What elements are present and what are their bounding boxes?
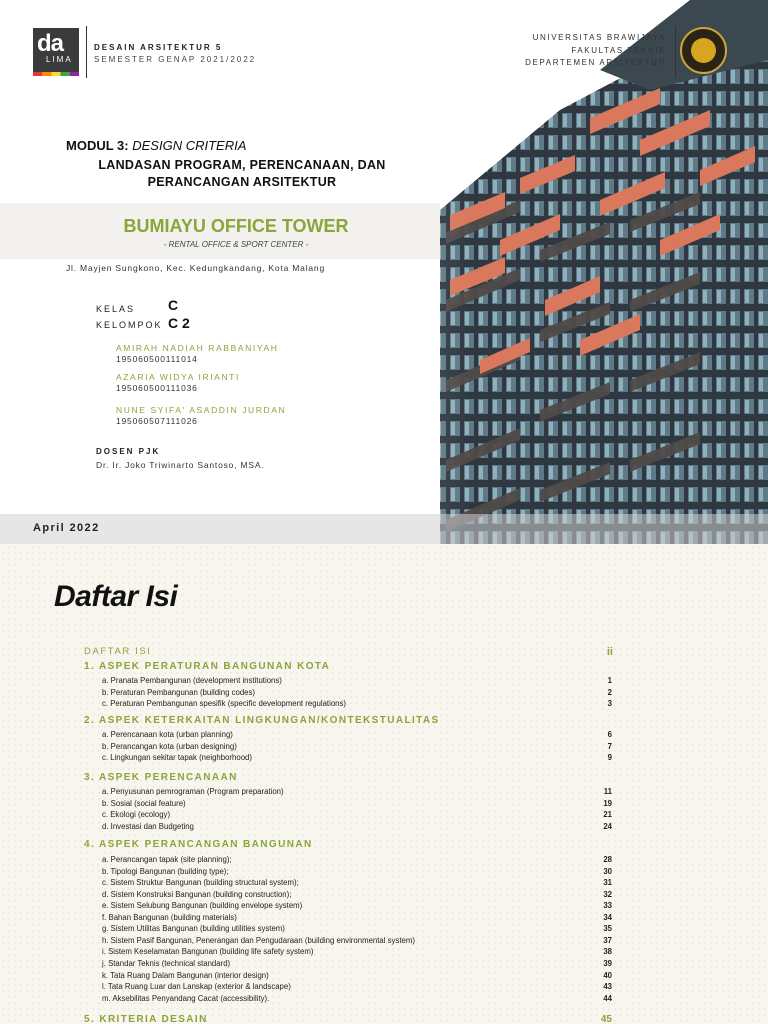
toc-item-page: 37 [603, 935, 612, 945]
member-nim: 195060500111036 [116, 383, 198, 393]
toc-item: c. Sistem Struktur Bangunan (building structural system); [102, 878, 299, 888]
toc-item: c. Lingkungan sekitar tapak (neighborhood) [102, 753, 252, 763]
dalima-logo [33, 28, 79, 76]
publication-date: April 2022 [33, 522, 100, 534]
toc-item: m. Aksebilitas Penyandang Cacat (accessibility). [102, 993, 270, 1003]
kelompok-label: KELOMPOK [96, 320, 163, 330]
module-name: DESIGN CRITERIA [132, 138, 247, 153]
project-title: BUMIAYU OFFICE TOWER [123, 216, 349, 236]
department-name: DEPARTEMEN ARSITEKTUR [525, 58, 666, 67]
logo-color-stripe [33, 72, 79, 76]
logo-text-lima: LIMA [46, 55, 73, 64]
toc-item: b. Sosial (social feature) [102, 798, 186, 808]
toc-item-page: 9 [607, 753, 612, 763]
faculty-name: FAKULTAS TEKNIK [571, 45, 666, 55]
toc-item: l. Tata Ruang Luar dan Lanskap (exterior & landscape) [102, 982, 291, 992]
toc-heading: DAFTAR ISI [84, 646, 152, 657]
toc-item: a. Penyusunan pemrograman (Program preparation) [102, 787, 284, 796]
toc-item-page: 35 [603, 924, 612, 934]
date-band [0, 514, 768, 544]
course-title: DESAIN ARSITEKTUR 5 [94, 43, 223, 52]
toc-item: g. Sistem Utilitas Bangunan (building utilities system) [102, 924, 285, 934]
module-subtitle: LANDASAN PROGRAM, PERENCANAAN, DAN PERANCANGAN ARSITEKTUR [98, 158, 386, 189]
toc-item: d. Investasi dan Budgeting [102, 821, 194, 831]
toc-item-page: 39 [603, 958, 612, 968]
course-semester: SEMESTER GENAP 2021/2022 [94, 55, 257, 64]
toc-item: a. Perencanaan kota (urban planning) [102, 730, 233, 739]
toc-item: h. Sistem Pasif Bangunan, Penerangan dan Pengudaraan (building environmental system) [102, 935, 415, 945]
toc-item: j. Standar Teknis (technical standard) [102, 958, 231, 968]
toc-item-page: 30 [603, 866, 612, 876]
member-name: AZARIA WIDYA IRIANTI [116, 372, 240, 382]
toc-section-page: 45 [600, 1014, 612, 1024]
toc-item: b. Peraturan Pembangunan (building codes) [102, 687, 256, 697]
toc-title: Daftar Isi [54, 580, 178, 613]
toc-item: a. Perancangan tapak (site planning); [102, 855, 232, 864]
institution-block [525, 32, 666, 70]
toc-item-page: 40 [603, 970, 612, 980]
toc-item: d. Sistem Konstruksi Bangunan (building construction); [102, 889, 292, 899]
toc-item: f. Bahan Bangunan (building materials) [102, 912, 237, 922]
toc-section-title: 5. KRITERIA DESAIN [84, 1014, 208, 1024]
toc-item-page: 2 [607, 687, 612, 697]
toc-item-page: 11 [603, 787, 612, 796]
project-subtitle: - RENTAL OFFICE & SPORT CENTER - [163, 240, 309, 249]
toc-item-page: 3 [607, 699, 612, 709]
university-name: UNIVERSITAS BRAWIJAYA [532, 33, 666, 42]
toc-item: c. Peraturan Pembangunan spesifik (specific development regulations) [102, 699, 347, 709]
toc-heading-page: ii [606, 646, 613, 658]
project-address: Jl. Mayjen Sungkono, Kec. Kedungkandang, Kota Malang [66, 263, 325, 273]
university-seal-icon [680, 27, 727, 74]
toc-item: b. Tipologi Bangunan (building type); [102, 866, 229, 876]
member-name: AMIRAH NADIAH RABBANIYAH [116, 343, 279, 353]
toc-item-page: 28 [603, 855, 612, 864]
toc-item-page: 21 [603, 810, 612, 820]
toc-item-page: 19 [603, 798, 612, 808]
toc-item: a. Pranata Pembangunan (development institutions) [102, 676, 282, 685]
toc-item-page: 31 [603, 878, 612, 888]
member-nim: 195060500111014 [116, 354, 198, 364]
header-divider-left [86, 26, 87, 78]
kelas-label: KELAS [96, 304, 136, 314]
module-label: MODUL 3: [66, 138, 129, 153]
dosen-name: Dr. Ir. Joko Triwinarto Santoso, MSA. [96, 460, 265, 470]
toc-item: c. Ekologi (ecology) [102, 810, 171, 820]
toc-item-page: 38 [603, 947, 612, 957]
toc-item-page: 7 [607, 741, 612, 751]
toc-item-page: 43 [603, 982, 612, 992]
toc-item-page: 24 [603, 821, 612, 831]
toc-item: b. Perancangan kota (urban designing) [102, 741, 237, 751]
toc-item-page: 1 [607, 676, 612, 685]
toc-item-page: 34 [603, 912, 612, 922]
toc-section-title: 3. ASPEK PERENCANAAN [84, 772, 238, 783]
toc-item: k. Tata Ruang Dalam Bangunan (interior design) [102, 970, 269, 980]
toc-section-title: 4. ASPEK PERANCANGAN BANGUNAN [84, 839, 313, 850]
logo-text-da: da [37, 30, 64, 57]
toc-item-page: 33 [603, 901, 612, 911]
member-name: NUNE SYIFA' ASADDIN JURDAN [116, 405, 287, 415]
module-title [66, 138, 246, 153]
kelas-value: C [168, 297, 179, 313]
toc-item: e. Sistem Selubung Bangunan (building envelope system) [102, 901, 303, 911]
toc-item-page: 32 [603, 889, 612, 899]
toc-section-title: 1. ASPEK PERATURAN BANGUNAN KOTA [84, 661, 331, 672]
toc-item-page: 6 [607, 730, 612, 739]
toc-section-title: 2. ASPEK KETERKAITAN LINGKUNGAN/KONTEKSTUALITAS [84, 715, 440, 726]
toc-item-page: 44 [603, 993, 612, 1003]
table-of-contents [0, 544, 768, 1024]
kelompok-value: C 2 [168, 315, 190, 331]
toc-item: i. Sistem Keselamatan Bangunan (building life safety system) [102, 947, 314, 957]
header-divider-right [675, 26, 676, 78]
member-nim: 195060507111026 [116, 416, 198, 426]
dosen-label: DOSEN PJK [96, 447, 161, 456]
